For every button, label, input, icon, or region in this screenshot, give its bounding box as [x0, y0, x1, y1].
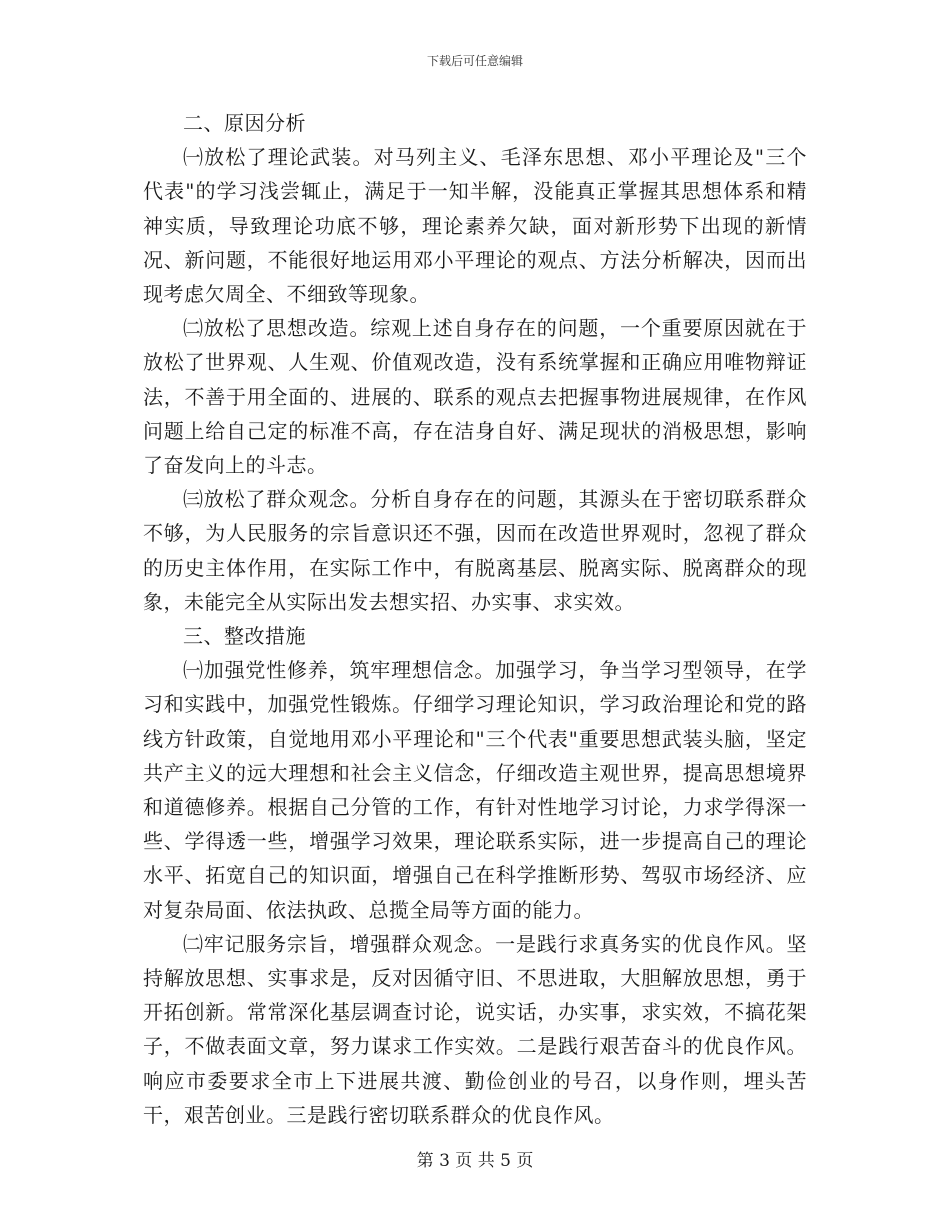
- section-heading-cause-analysis: 二、原因分析: [183, 111, 306, 135]
- page-header-note: 下载后可任意编辑: [426, 54, 523, 68]
- paragraph-service-purpose: ㈡牢记服务宗旨，增强群众观念。一是践行求真务实的优良作风。坚持解放思想、实事求是，反对因循守旧、不思进取，大胆解放思想，勇于开拓创新。常常深化基层调查讨论，说实话，办实事，求实效，不搞花架子，不做表面文章，努力谋求工作实效。二是践行艰苦奋斗的优良作风。响应市委要求全市上下进展共渡、勤俭创业的号召，以身作则，埋头苦干，艰苦创业。三是践行密切联系群众的优良作风。: [143, 931, 807, 1127]
- paragraph-theory: ㈠放松了理论武装。对马列主义、毛泽东思想、邓小平理论及"三个代表"的学习浅尝辄止，满足于一知半解，没能真正掌握其思想体系和精神实质，导致理论功底不够，理论素养欠缺，面对新形势下出现的新情况、新问题，不能很好地运用邓小平理论的观点、方法分析解决，因而出现考虑欠周全、不细致等现象。: [143, 145, 807, 307]
- section-heading-rectification: 三、整改措施: [183, 624, 306, 649]
- paragraph-mass-concept: ㈢放松了群众观念。分析自身存在的问题，其源头在于密切联系群众不够，为人民服务的宗旨意识还不强，因而在改造世界观时，忽视了群众的历史主体作用，在实际工作中，有脱离基层、脱离实际、脱离群众的现象，未能完全从实际出发去想实招、办实事、求实效。: [143, 487, 807, 614]
- paragraph-thought-reform: ㈡放松了思想改造。综观上述自身存在的问题，一个重要原因就在于放松了世界观、人生观、价值观改造，没有系统掌握和正确应用唯物辩证法，不善于用全面的、进展的、联系的观点去把握事物进展规律，在作风问题上给自己定的标准不高，存在洁身自好、满足现状的消极思想，影响了奋发向上的斗志。: [143, 316, 807, 478]
- document-body: [143, 106, 807, 1132]
- page-number-footer: 第 3 页 共 5 页: [416, 1151, 534, 1171]
- paragraph-party-spirit: ㈠加强党性修养，筑牢理想信念。加强学习，争当学习型领导，在学习和实践中，加强党性锻炼。仔细学习理论知识，学习政治理论和党的路线方针政策，自觉地用邓小平理论和"三个代表"重要思想武装头脑，坚定共产主义的远大理想和社会主义信念，仔细改造主观世界，提高思想境界和道德修养。根据自己分管的工作，有针对性地学习讨论，力求学得深一些、学得透一些，增强学习效果，理论联系实际，进一步提高自己的理论水平、拓宽自己的知识面，增强自己在科学推断形势、驾驭市场经济、应对复杂局面、依法执政、总揽全局等方面的能力。: [143, 658, 807, 922]
